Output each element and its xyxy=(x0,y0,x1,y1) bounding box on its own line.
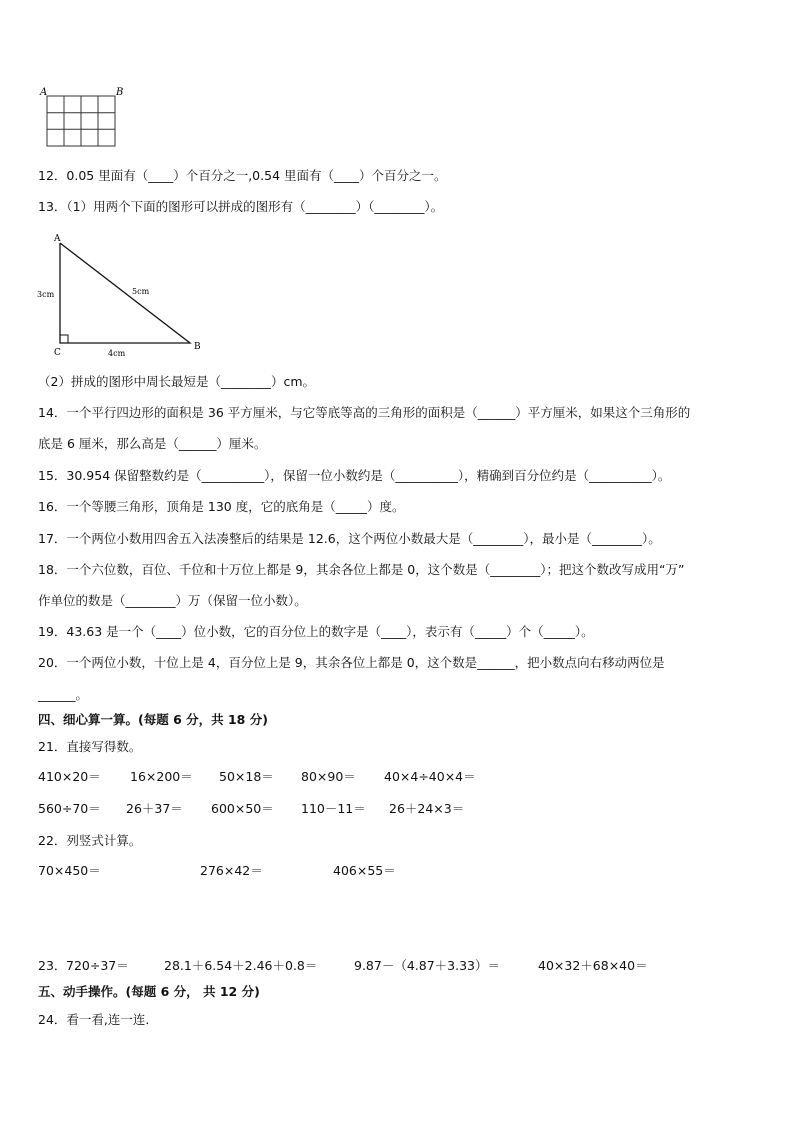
triangle-vertex-c: C xyxy=(54,348,61,358)
question-20-line2: ______。 xyxy=(38,687,89,702)
question-18-line1: 18．一个六位数，百位、千位和十万位上都是 9，其余各位上都是 0，这个数是（________）；把这个数改写成用“万” xyxy=(38,562,685,577)
question-14-line2: 底是 6 厘米，那么高是（______）厘米。 xyxy=(38,436,267,451)
vertical-calc-item: 406×55＝ xyxy=(333,863,396,878)
triangle-vertex-a: A xyxy=(54,234,61,244)
question-16: 16．一个等腰三角形，顶角是 130 度，它的底角是（_____）度。 xyxy=(38,499,405,514)
calc-item: 26＋37＝ xyxy=(126,801,183,816)
calc-item: 560÷70＝ xyxy=(38,801,101,816)
grid-label-b: B xyxy=(116,87,124,98)
triangle-side-ac: 3cm xyxy=(37,290,55,299)
calc-item: 50×18＝ xyxy=(219,769,274,784)
question-20-line1: 20．一个两位小数，十位上是 4，百分位上是 9，其余各位上都是 0，这个数是______，把小数点向右移动两位是 xyxy=(38,655,665,670)
calc-item: 40×32＋68×40＝ xyxy=(538,958,648,973)
vertical-calc-item: 276×42＝ xyxy=(200,863,263,878)
calc-item: 600×50＝ xyxy=(211,801,274,816)
question-24: 24．看一看,连一连. xyxy=(38,1012,150,1027)
section-5-heading: 五、动手操作。(每题 6 分， 共 12 分) xyxy=(38,984,260,999)
calc-item: 80×90＝ xyxy=(301,769,356,784)
calc-item: 16×200＝ xyxy=(130,769,193,784)
triangle-figure xyxy=(36,230,216,358)
section-4-heading: 四、细心算一算。(每题 6 分，共 18 分) xyxy=(38,712,268,727)
question-12: 12．0.05 里面有（____）个百分之一,0.54 里面有（____）个百分之一。 xyxy=(38,168,447,183)
calc-item: 28.1＋6.54＋2.46＋0.8＝ xyxy=(164,958,318,973)
question-15: 15．30.954 保留整数约是（__________），保留一位小数约是（__________），精确到百分位约是（__________）。 xyxy=(38,468,671,483)
question-14-line1: 14．一个平行四边形的面积是 36 平方厘米，与它等底等高的三角形的面积是（______）平方厘米，如果这个三角形的 xyxy=(38,405,691,420)
question-18-line2: 作单位的数是（________）万（保留一位小数）。 xyxy=(38,593,307,608)
calc-item: 40×4÷40×4＝ xyxy=(384,769,476,784)
calc-item: 110－11＝ xyxy=(301,801,366,816)
question-22: 22．列竖式计算。 xyxy=(38,833,142,848)
question-19: 19．43.63 是一个（____）位小数，它的百分位上的数字是（____），表示有（_____）个（_____）。 xyxy=(38,624,594,639)
vertical-calc-item: 70×450＝ xyxy=(38,863,101,878)
calc-item: 720÷37＝ xyxy=(66,958,129,973)
triangle-side-cb: 4cm xyxy=(108,349,126,358)
calc-item: 26＋24×3＝ xyxy=(389,801,465,816)
calc-item: 9.87－（4.87＋3.33）＝ xyxy=(354,958,500,973)
grid-label-a: A xyxy=(40,87,48,98)
calc-item: 410×20＝ xyxy=(38,769,101,784)
question-13-part1: 13．（1）用两个下面的图形可以拼成的图形有（________）（________）。 xyxy=(38,199,444,214)
triangle-side-ab: 5cm xyxy=(132,287,150,296)
question-17: 17．一个两位小数用四舍五入法凑整后的结果是 12.6，这个两位小数最大是（________），最小是（________）。 xyxy=(38,531,661,546)
question-23-number: 23． xyxy=(38,958,67,973)
question-21: 21．直接写得数。 xyxy=(38,739,142,754)
question-13-part2: （2）拼成的图形中周长最短是（________）cm。 xyxy=(38,374,316,389)
triangle-vertex-b: B xyxy=(194,342,201,352)
grid-figure xyxy=(36,84,126,148)
